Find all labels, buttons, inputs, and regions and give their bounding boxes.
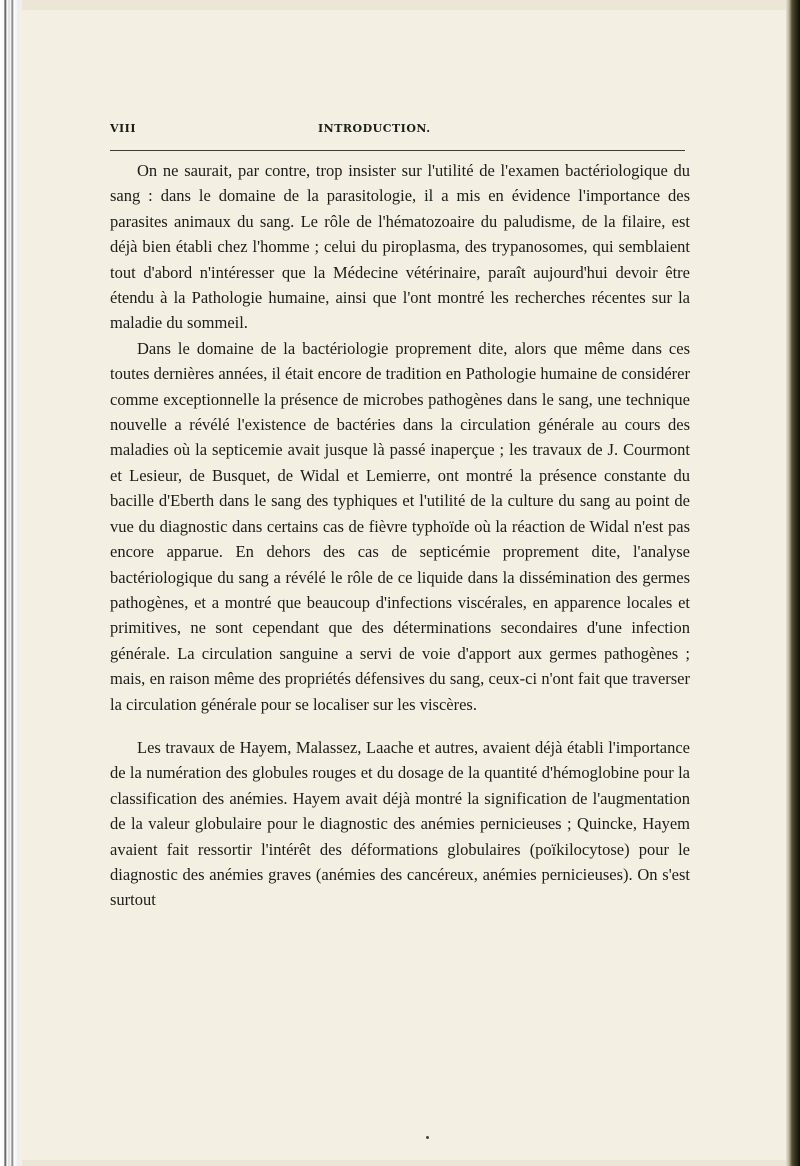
paragraph-3: Les travaux de Hayem, Malassez, Laache et autres, avaient déjà établi l'importance de la numération des globules rouges et du dosage de la quantité d'hémoglobine pour la classification des anémies. Hayem avait déjà montré la signification de l'augmentation de la valeur globulaire pour le diagnostic des anémies pernicieuses ; Quincke, Hayem avaient fait ressortir l'intérêt des déformations globulaires (poïkilocytose) pour le diagnostic des anémies graves (anémies des cancéreux, anémies pernicieuses). On s'est surtout [110,737,690,910]
body-text [110,158,690,913]
header-rule [110,150,685,151]
paragraph-1: On ne saurait, par contre, trop insister sur l'utilité de l'examen bactériologique du sang : dans le domaine de la parasitologie, il a mis en évidence l'importance des parasites animaux du sang. Le rôle de l'hématozoaire du paludisme, de la filaire, est déjà bien établi chez l'homme ; celui du piroplasma, des trypanosomes, qui semblaient tout d'abord n'intéresser que la Médecine vétérinaire, paraît aujourd'hui devoir être étendu à la Pathologie humaine, ainsi que l'ont montré les recherches récentes sur la maladie du sommeil. [110,161,690,333]
running-header [110,122,685,142]
page-right-edge [786,0,800,1166]
paragraph-2: Dans le domaine de la bactériologie proprement dite, alors que même dans ces toutes dernières années, il était encore de tradition en Pathologie humaine de considérer comme exceptionnelle la présence de microbes pathogènes dans le sang, une technique nouvelle a révélé l'existence de bactéries dans la circulation générale au cours des maladies où la septicemie avait jusque là passé inaperçue ; les travaux de J. Courmont et Lesieur, de Busquet, de Widal et Lemierre, ont montré la présence constante du bacille d'Eberth dans le sang des typhiques et l'utilité de la culture du sang au point de vue du diagnostic dans certains cas de fièvre typhoïde où la réaction de Widal n'est pas encore apparue. En dehors des cas de septicémie proprement dite, l'analyse bactériologique du sang a révélé le rôle de ce liquide dans la dissémination des germes pathogènes, et a montré que beaucoup d'infections viscérales, en apparence locales et primitives, ne sont cependant que des déterminations secondaires d'une infection générale. La circulation sanguine a servi de voie d'apport aux germes pathogènes ; mais, en raison même des propriétés défensives du sang, ceux-ci n'ont fait que traverser la circulation générale pour se localiser sur les viscères. [110,338,690,714]
page-number: VIII [110,122,136,135]
running-title: INTRODUCTION. [318,122,431,135]
page-left-edge [0,0,22,1166]
ink-speck [426,1136,429,1139]
